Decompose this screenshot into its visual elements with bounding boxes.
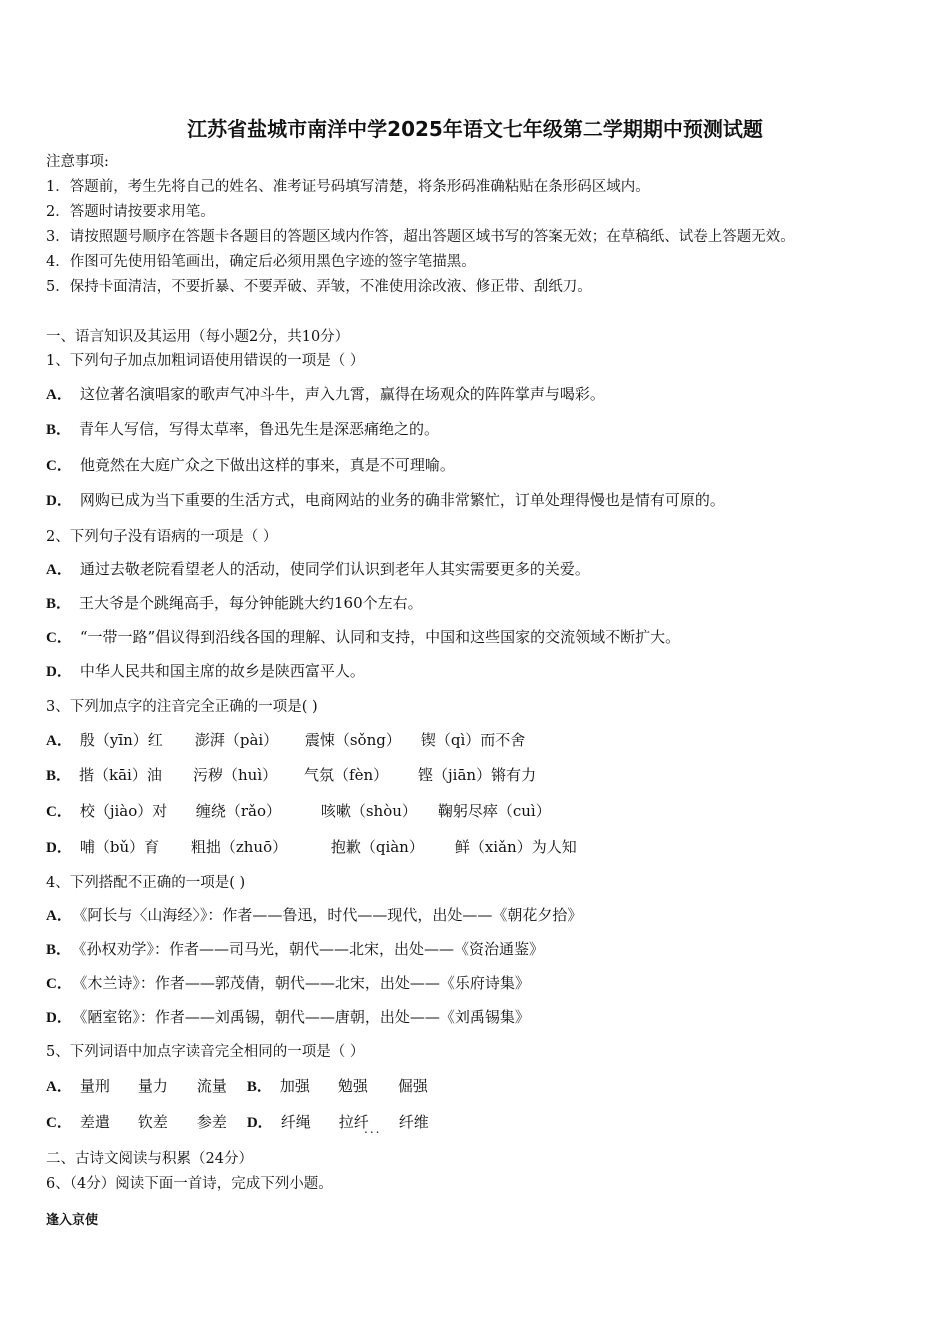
option-part: 缠绕（rǎo）: [195, 802, 281, 820]
option-text: 《陋室铭》：作者——刘禹锡，朝代——唐朝，出处——《刘禹锡集》: [79, 1008, 530, 1026]
option-label: A．: [46, 387, 72, 403]
option-text: 网购已成为当下重要的生活方式，电商网站的业务的确非常繁忙，订单处理得慢也是情有可原的。: [79, 491, 725, 509]
option-text: 《木兰诗》：作者——郭茂倩，朝代——北宋，出处——《乐府诗集》: [79, 974, 530, 992]
option-part: 粗拙（zhuō）: [190, 838, 288, 856]
q2-option-d: [46, 660, 365, 683]
option-text: “一带一路”倡议得到沿线各国的理解、认同和支持，中国和这些国家的交流领域不断扩大。: [79, 628, 681, 646]
q2-option-c: [46, 626, 680, 649]
q4-option-d: [46, 1006, 530, 1029]
q3-option-b: [46, 764, 536, 787]
option-label: D．: [246, 1115, 273, 1131]
option-part: 抱歉（qiàn）: [330, 838, 424, 856]
option-part: 纤维: [398, 1113, 429, 1131]
notice-item: 5．保持卡面清洁，不要折暴、不要弄破、弄皱，不准使用涂改液、修正带、刮纸刀。: [46, 279, 592, 295]
option-text: 《孙权劝学》：作者——司马光，朝代——北宋，出处——《资治通鉴》: [79, 940, 545, 958]
option-label: A．: [46, 1079, 72, 1095]
option-part: 殷（yīn）红: [79, 731, 163, 749]
option-text: 青年人写信，写得太草率，鲁迅先生是深恶痛绝之的。: [79, 420, 440, 438]
option-part: 锲（qì）而不舍: [420, 731, 526, 749]
option-part: 钦差: [137, 1113, 168, 1131]
option-part: 鞠躬尽瘁（cuì）: [437, 802, 551, 820]
option-text: 他竟然在大庭广众之下做出这样的事来，真是不可理喻。: [79, 456, 455, 474]
option-label: C．: [46, 630, 72, 646]
option-part: 鲜（xiǎn）为人知: [454, 838, 577, 856]
option-part: 差遣: [79, 1113, 110, 1131]
notice-item: 4．作图可先使用铅笔画出，确定后必须用黑色字迹的签字笔描黑。: [46, 254, 476, 270]
option-label: B．: [46, 596, 72, 612]
q1-option-d: [46, 489, 725, 512]
option-label: A．: [46, 733, 72, 749]
q1-option-a: [46, 383, 605, 406]
option-part: 气氛（fèn）: [304, 766, 389, 784]
option-label: B．: [246, 1079, 272, 1095]
question-5-stem: 5、下列词语中加点字读音完全相同的一项是（ ）: [46, 1044, 365, 1060]
option-label: D．: [46, 664, 72, 680]
notice-heading: 注意事项:: [46, 154, 109, 170]
option-part: 加强: [279, 1077, 310, 1095]
option-label: C．: [46, 458, 72, 474]
option-label: A．: [46, 908, 72, 924]
option-part: 量刑: [79, 1077, 110, 1095]
question-1-stem: 1、下列句子加点加粗词语使用错误的一项是（ ）: [46, 353, 365, 369]
q5-options-ab: [46, 1075, 428, 1098]
notice-item: 3．请按照题号顺序在答题卡各题目的答题区域内作答，超出答题区域书写的答案无效；在草稿纸、试卷上答题无效。: [46, 229, 795, 245]
option-text: 通过去敬老院看望老人的活动，使同学们认识到老年人其实需要更多的关爱。: [79, 560, 590, 578]
option-part: 咳嗽（shòu）: [320, 802, 417, 820]
option-part: 流量: [196, 1077, 227, 1095]
option-part: 污秽（huì）: [193, 766, 278, 784]
question-3-stem: 3、下列加点字的注音完全正确的一项是( ): [46, 699, 318, 715]
option-label: D．: [46, 493, 72, 509]
q2-option-b: [46, 592, 423, 615]
option-label: C．: [46, 804, 72, 820]
option-part: 澎湃（pài）: [194, 731, 279, 749]
option-text: 王大爷是个跳绳高手，每分钟能跳大约160个左右。: [79, 594, 423, 612]
option-label: D．: [46, 1010, 72, 1026]
option-part: 量力: [137, 1077, 168, 1095]
q1-option-b: [46, 418, 439, 441]
q3-option-c: [46, 800, 551, 823]
q3-option-d: [46, 836, 577, 859]
option-part: 揩（kāi）油: [79, 766, 162, 784]
option-label: A．: [46, 562, 72, 578]
notice-item: 2．答题时请按要求用笔。: [46, 204, 215, 220]
q4-option-c: [46, 972, 530, 995]
option-label: B．: [46, 422, 72, 438]
option-part: 铿（jiān）锵有力: [418, 766, 537, 784]
option-part: 校（jiào）对: [79, 802, 168, 820]
option-text: 《阿长与〈山海经〉》：作者——鲁迅，时代——现代，出处——《朝花夕拾》: [79, 906, 583, 924]
question-6-stem: 6、（4分）阅读下面一首诗，完成下列小题。: [46, 1176, 333, 1192]
option-label: C．: [46, 1115, 72, 1131]
question-2-stem: 2、下列句子没有语病的一项是（ ）: [46, 529, 278, 545]
poem-title: 逢入京使: [46, 1213, 99, 1228]
option-text: 这位著名演唱家的歌声气冲斗牛，声入九霄，赢得在场观众的阵阵掌声与喝彩。: [79, 385, 605, 403]
q4-option-b: [46, 938, 544, 961]
option-part: 勉强: [337, 1077, 368, 1095]
option-part: 纤绳: [280, 1113, 311, 1131]
q3-option-a: [46, 729, 525, 752]
option-label: D．: [46, 840, 72, 856]
option-label: B．: [46, 942, 72, 958]
option-label: C．: [46, 976, 72, 992]
emphasis-dots: ...: [364, 1122, 382, 1136]
option-label: B．: [46, 768, 72, 784]
option-part: 参差: [196, 1113, 227, 1131]
page-title: 江苏省盐城市南洋中学2025年语文七年级第二学期期中预测试题: [187, 117, 763, 141]
option-part: 震悚（sǒng）: [304, 731, 401, 749]
option-part: 拉纤: [338, 1113, 369, 1131]
q2-option-a: [46, 558, 590, 581]
question-4-stem: 4、下列搭配不正确的一项是( ): [46, 875, 246, 891]
section2-heading: 二、古诗文阅读与积累（24分）: [46, 1151, 253, 1167]
section1-heading: 一、语言知识及其运用（每小题2分，共10分）: [46, 329, 350, 345]
notice-item: 1．答题前，考生先将自己的姓名、准考证号码填写清楚，将条形码准确粘贴在条形码区域内。: [46, 179, 650, 195]
option-text: 中华人民共和国主席的故乡是陕西富平人。: [79, 662, 365, 680]
q1-option-c: [46, 454, 455, 477]
option-part: 哺（bǔ）育: [79, 838, 160, 856]
q4-option-a: [46, 904, 582, 927]
option-part: 倔强: [397, 1077, 428, 1095]
